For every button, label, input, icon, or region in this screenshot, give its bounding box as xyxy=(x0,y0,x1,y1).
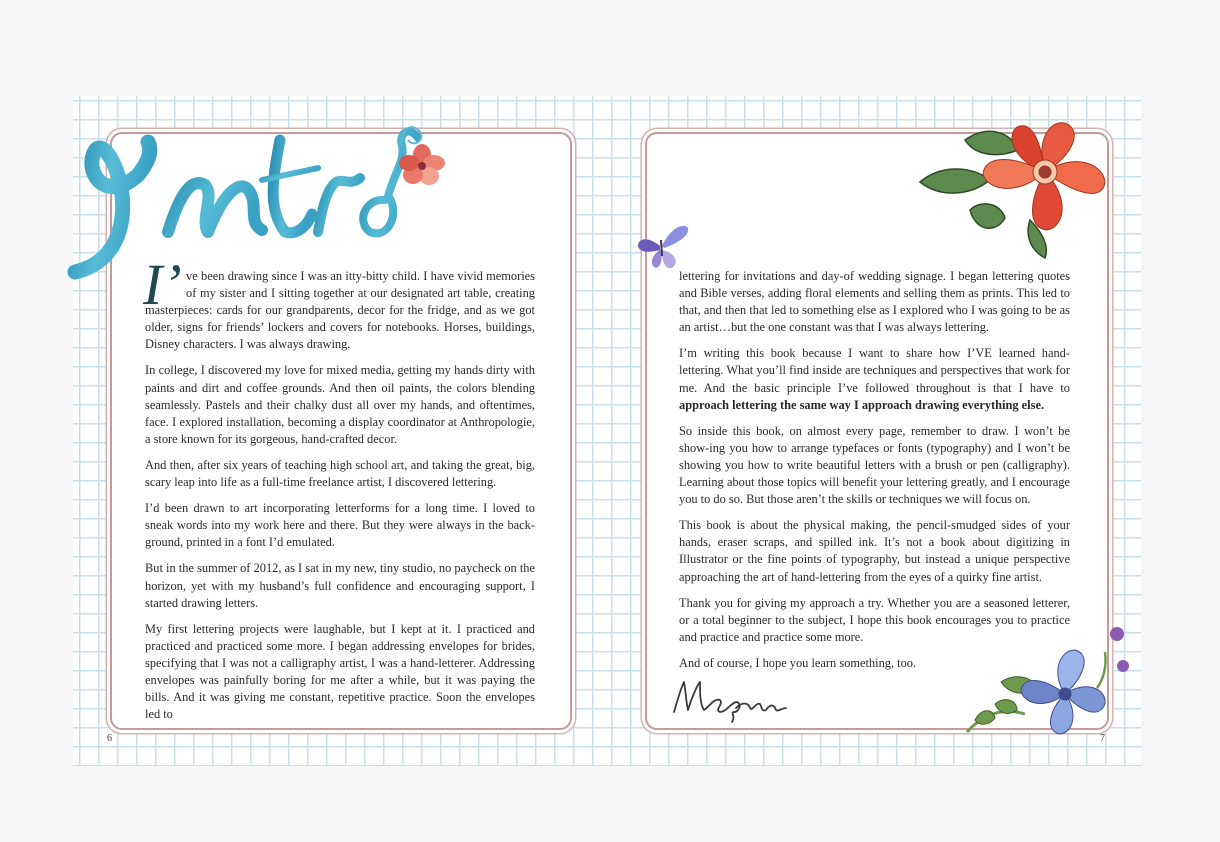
paragraph: And of course, I hope you learn something, too. xyxy=(679,655,917,670)
paragraph xyxy=(679,345,1070,413)
paragraph: And then, after six years of teaching high school art, and taking the great, big, scary leap into life as a full-time freelance artist, I discovered lettering. xyxy=(145,457,535,490)
paragraph: My first lettering projects were laughable, but I kept at it. I practiced and practiced and practiced some more. I began addressing envelopes for brides, specifying that I was not a calligraphy artist, I was a hand-letterer. Addressing envelopes was painfully boring for me after a while, but it was paying the bills. And it was giving me constant, repetitive practice. Soon the envelopes led to xyxy=(145,621,535,722)
small-red-flower-icon xyxy=(394,142,452,190)
paragraph-text: I’m writing this book because I want to share how I’VE learned hand-lettering. What you’ll find inside are techniques and perspectives that work for me. And the basic principle I’ve followed throughout is that I have to xyxy=(679,346,1070,395)
paragraph: I’d been drawn to art incorporating letterforms for a long time. I loved to sneak words into my work here and there. But they were always in the back-ground, printed in a font I’d emulated. xyxy=(145,501,535,550)
intro-title-lettering xyxy=(0,0,460,290)
paragraph: So inside this book, on almost every page, remember to draw. I won’t be show-ing you how to arrange typefaces or fonts (typography) and I won’t be showing you how to write beautiful letters with a brush or pen (calligraphy). Learning about those topics will benefit your lettering greatly, and I encourage you to do so. But those aren’t the skills or techniques we will focus on. xyxy=(679,423,1070,507)
right-page-text xyxy=(679,268,1070,681)
drop-cap: I’ xyxy=(143,252,182,317)
butterfly-icon xyxy=(636,222,692,274)
emphasis-text: approach lettering the same way I approach drawing everything else. xyxy=(679,397,1045,412)
paragraph: This book is about the physical making, the pencil-smudged sides of your hands, eraser scraps, and spilled ink. It’s not a book about digitizing in Illustrator or the fine points of typography, but instead a unique perspective approaching the art of hand-lettering from the eyes of a quirky fine artist. xyxy=(679,518,1070,584)
page-number-right: 7 xyxy=(1100,733,1105,744)
page-number-left: 6 xyxy=(107,733,112,744)
paragraph xyxy=(143,252,535,353)
signature-megan xyxy=(670,672,790,722)
paragraph: Thank you for giving my approach a try. Whether you are a seasoned letterer, or a total beginner to the subject, I hope this book encourages you to practice and practice and practice some more. xyxy=(679,595,1070,644)
paragraph-text: ve been drawing since I was an itty-bitty child. I have vivid memories of my sister and I sitting together at our designated art table, creating masterpieces: cards for our grandparents, decor for the fridge, and as we got older, signs for friends’ lockers and covers for notebooks. Horses, buildings, Disney characters. I was always drawing. xyxy=(145,269,535,352)
left-page-text xyxy=(143,252,535,732)
paragraph: But in the summer of 2012, as I sat in my new, tiny studio, no paycheck on the horizon, yet with my husband’s full confidence and encouraging support, I started drawing letters. xyxy=(145,561,535,610)
red-flower-icon xyxy=(910,110,1110,260)
paragraph: lettering for invitations and day-of wedding signage. I began lettering quotes and Bible verses, adding floral elements and selling them as prints. This led to that, and then that led to something else as I explored who I was going to be as an artist…but the one constant was that I was always lettering. xyxy=(679,269,1070,335)
paragraph: In college, I discovered my love for mixed media, getting my hands dirty with paints and dirt and coffee grounds. And then oil paints, the colors blending seamlessly. Pastels and their chalky dust all over my hands, and oftentimes, face. I explored installation, becoming a display coordinator at Anthropologie, a store known for its gorgeous, hand-crafted decor. xyxy=(145,363,535,446)
